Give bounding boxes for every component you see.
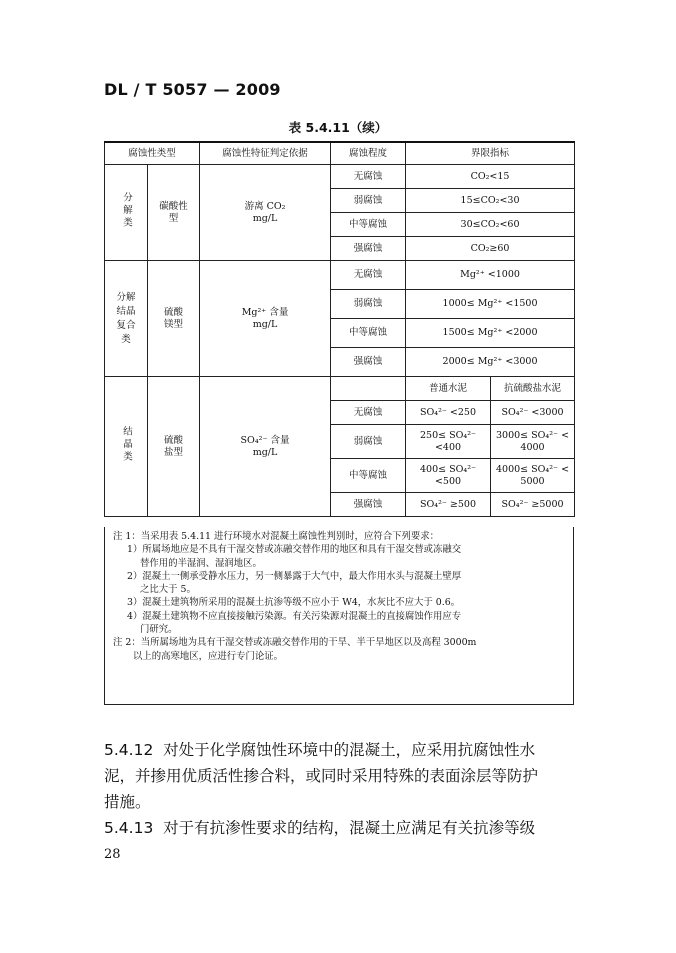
clause-5-4-13-text-1: 对于有抗渗性要求的结构，混凝土应满足有关抗渗等级	[163, 819, 536, 837]
g2-subtype-l1: 硫酸	[164, 306, 184, 318]
g2-type-l2: 结晶	[116, 305, 136, 317]
g3-a-0: SO₄²⁻ <250	[406, 401, 491, 425]
clause-5-4-12	[104, 737, 584, 815]
col-header-basis: 腐蚀性特征判定依据	[200, 142, 331, 165]
clause-5-4-13-line-1	[104, 815, 584, 841]
g3-a-2	[406, 459, 491, 493]
col-header-type: 腐蚀性类型	[105, 142, 200, 165]
note-2b: 以上的高寒地区，应进行专门论证。	[133, 650, 284, 662]
g3-type-text: 结晶类	[121, 425, 132, 464]
g1-degree-0: 无腐蚀	[331, 165, 406, 189]
table-notes	[104, 527, 574, 705]
note-1-item-4b: 门研究。	[140, 624, 178, 636]
g3-basis-text: SO₄²⁻ 含量	[240, 434, 290, 446]
g1-limit-3: CO₂≥60	[406, 237, 575, 261]
g3-a-2-l1: 400≤ SO₄²⁻	[419, 463, 477, 475]
document-code-header: DL / T 5057 — 2009	[104, 80, 281, 99]
g3-a-2-l2: <500	[434, 475, 462, 487]
g2-degree-0: 无腐蚀	[331, 261, 406, 290]
col-header-limit: 界限指标	[406, 142, 575, 165]
g3-degree-2: 中等腐蚀	[331, 459, 406, 493]
clause-5-4-13	[104, 815, 584, 841]
corrosion-table	[104, 141, 575, 517]
g3-b-0: SO₄²⁻ <3000	[491, 401, 575, 425]
g3-a-1-l1: 250≤ SO₄²⁻	[419, 429, 477, 441]
note-1-item-2a: 2）混凝土一侧承受静水压力，另一侧暴露于大气中，最大作用水头与混凝土壁厚	[127, 570, 462, 582]
g3-degree-0: 无腐蚀	[331, 401, 406, 425]
g3-a-3: SO₄²⁻ ≥500	[406, 493, 491, 517]
g2-type-l4: 类	[121, 333, 131, 345]
note-1-item-4a: 4）混凝土建筑物不应直接接触污染源。有关污染源对混凝土的直接腐蚀作用应专	[127, 610, 462, 622]
g3-type	[105, 377, 148, 517]
page-number: 28	[104, 847, 121, 862]
g3-a-1-l2: <400	[434, 441, 462, 453]
g3-b-3: SO₄²⁻ ≥5000	[491, 493, 575, 517]
g2-type	[105, 261, 148, 377]
g1-basis	[200, 165, 331, 261]
g2-subtype	[148, 261, 200, 377]
g3-subtype	[148, 377, 200, 517]
g3-basis	[200, 377, 331, 517]
g2-degree-1: 弱腐蚀	[331, 290, 406, 319]
g3-b-2-l1: 4000≤ SO₄²⁻ <	[495, 463, 570, 475]
g2-subtype-l2: 镁型	[164, 318, 184, 330]
g1-degree-1: 弱腐蚀	[331, 189, 406, 213]
g2-type-l3: 复合	[116, 319, 136, 331]
note-1-item-2b: 之比大于 5。	[140, 584, 196, 596]
g2-degree-2: 中等腐蚀	[331, 319, 406, 348]
g3-subheader-ordinary: 普通水泥	[406, 377, 491, 401]
g2-type-l1: 分解	[116, 291, 136, 303]
g2-basis-text: Mg²⁺ 含量	[241, 306, 289, 318]
g3-subtype-l1: 硫酸	[164, 434, 184, 446]
clause-5-4-12-line-3: 措施。	[104, 793, 151, 811]
note-1-item-1a: 1）所属场地应是不具有干湿交替或冻融交替作用的地区和具有干湿交替或冻融交	[127, 544, 462, 556]
g1-limit-2: 30≤CO₂<60	[406, 213, 575, 237]
g1-limit-0: CO₂<15	[406, 165, 575, 189]
g3-degree-3: 强腐蚀	[331, 493, 406, 517]
g1-degree-3: 强腐蚀	[331, 237, 406, 261]
g3-b-2-l2: 5000	[520, 475, 545, 487]
g1-type-text: 分解类	[121, 191, 132, 230]
g2-degree-3: 强腐蚀	[331, 348, 406, 377]
g2-limit-1: 1000≤ Mg²⁺ <1500	[406, 290, 575, 319]
g2-unit: mg/L	[252, 318, 278, 330]
g3-a-1	[406, 425, 491, 459]
note-1: 注 1：当采用表 5.4.11 进行环境水对混凝土腐蚀性判别时，应符合下列要求：	[113, 531, 439, 542]
g1-limit-1: 15≤CO₂<30	[406, 189, 575, 213]
g1-degree-2: 中等腐蚀	[331, 213, 406, 237]
g3-b-1-l2: 4000	[520, 441, 545, 453]
g1-basis-text: 游离 CO₂	[244, 200, 286, 212]
clause-5-4-12-number: 5.4.12	[104, 741, 154, 759]
clause-5-4-12-line-1	[104, 737, 584, 763]
g1-subtype: 碳酸性型	[148, 165, 200, 261]
g1-type	[105, 165, 148, 261]
g3-subheader-sulfate-resistant: 抗硫酸盐水泥	[491, 377, 575, 401]
note-1-item-3: 3）混凝土建筑物所采用的混凝土抗渗等级不应小于 W4，水灰比不应大于 0.6。	[127, 597, 461, 609]
table-caption: 表 5.4.11（续）	[288, 120, 388, 135]
g2-limit-3: 2000≤ Mg²⁺ <3000	[406, 348, 575, 377]
g3-subheader-blank	[331, 377, 406, 401]
note-1-item-1b: 替作用的半湿润、湿润地区。	[140, 557, 262, 569]
g2-limit-2: 1500≤ Mg²⁺ <2000	[406, 319, 575, 348]
g2-basis	[200, 261, 331, 377]
g1-unit: mg/L	[252, 212, 278, 224]
g3-b-1	[491, 425, 575, 459]
clause-5-4-12-line-2: 泥，并掺用优质活性掺合料，或同时采用特殊的表面涂层等防护	[104, 767, 539, 785]
note-2a: 注 2：当所属场地为具有干湿交替或冻融交替作用的干旱、半干旱地区以及高程 3000m	[113, 637, 477, 649]
g2-limit-0: Mg²⁺ <1000	[406, 261, 575, 290]
col-header-degree: 腐蚀程度	[331, 142, 406, 165]
g3-unit: mg/L	[252, 446, 278, 458]
clause-5-4-13-number: 5.4.13	[104, 819, 154, 837]
g3-b-1-l1: 3000≤ SO₄²⁻ <	[495, 429, 570, 441]
clause-5-4-12-text-1: 对处于化学腐蚀性环境中的混凝土，应采用抗腐蚀性水	[163, 741, 536, 759]
g3-b-2	[491, 459, 575, 493]
g3-degree-1: 弱腐蚀	[331, 425, 406, 459]
g3-subtype-l2: 盐型	[164, 446, 184, 458]
